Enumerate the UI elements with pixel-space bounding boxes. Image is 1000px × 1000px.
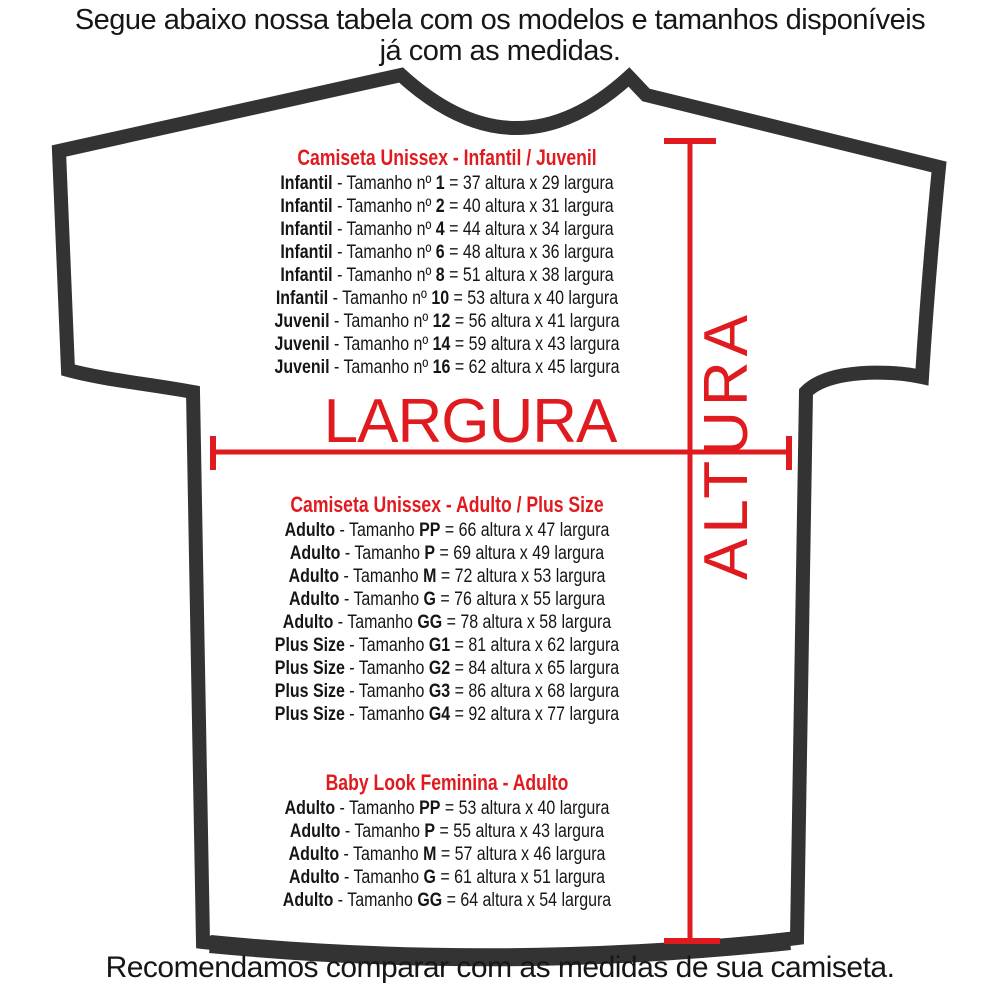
table-row: Infantil - Tamanho nº 4 = 44 altura x 34 largura [280,219,614,240]
section-baby-look [147,771,747,912]
section-adulto-plus-size [147,493,747,726]
table-row: Plus Size - Tamanho G3 = 86 altura x 68 largura [274,681,620,702]
table-row: Adulto - Tamanho G = 76 altura x 55 largura [289,589,605,610]
section-title: Camiseta Unissex - Adulto / Plus Size [290,492,604,517]
table-row: Adulto - Tamanho PP = 53 altura x 40 largura [284,798,610,819]
largura-label: LARGURA [323,387,617,456]
table-row: Plus Size - Tamanho G4 = 92 altura x 77 largura [274,704,620,725]
section-rows [147,172,747,379]
table-row: Adulto - Tamanho G = 61 altura x 51 largura [289,867,605,888]
table-row: Adulto - Tamanho GG = 64 altura x 54 largura [282,890,612,911]
table-row: Adulto - Tamanho GG = 78 altura x 58 largura [282,612,612,633]
intro-text [0,5,1000,67]
table-row: Adulto - Tamanho P = 69 altura x 49 largura [289,543,605,564]
table-row: Juvenil - Tamanho nº 12 = 56 altura x 41 largura [274,311,620,332]
intro-text-line2: já com as medidas. [379,35,621,67]
intro-text-line1: Segue abaixo nossa tabela com os modelos e tamanhos disponíveis [74,4,926,36]
section-rows [147,519,747,726]
table-row: Adulto - Tamanho PP = 66 altura x 47 largura [284,520,610,541]
table-row: Adulto - Tamanho M = 57 altura x 46 largura [288,844,606,865]
table-row: Juvenil - Tamanho nº 16 = 62 altura x 45 largura [274,357,620,378]
section-title: Camiseta Unissex - Infantil / Juvenil [297,145,597,170]
table-row: Juvenil - Tamanho nº 14 = 59 altura x 43 largura [274,334,620,355]
table-row: Plus Size - Tamanho G2 = 84 altura x 65 largura [274,658,620,679]
table-row: Plus Size - Tamanho G1 = 81 altura x 62 largura [274,635,620,656]
table-row: Infantil - Tamanho nº 8 = 51 altura x 38 largura [280,265,614,286]
table-row: Infantil - Tamanho nº 2 = 40 altura x 31 largura [280,196,614,217]
table-row: Infantil - Tamanho nº 10 = 53 altura x 40 largura [275,288,619,309]
section-title: Baby Look Feminina - Adulto [325,770,569,795]
table-row: Adulto - Tamanho M = 72 altura x 53 largura [288,566,606,587]
section-rows [147,797,747,912]
table-row: Adulto - Tamanho P = 55 altura x 43 largura [289,821,605,842]
table-row: Infantil - Tamanho nº 1 = 37 altura x 29 largura [280,173,614,194]
footer-text: Recomendamos comparar com as medidas de sua camiseta. [105,951,895,984]
section-infantil-juvenil [147,146,747,379]
table-row: Infantil - Tamanho nº 6 = 48 altura x 36 largura [280,242,614,263]
altura-label: ALTURA [692,310,761,581]
